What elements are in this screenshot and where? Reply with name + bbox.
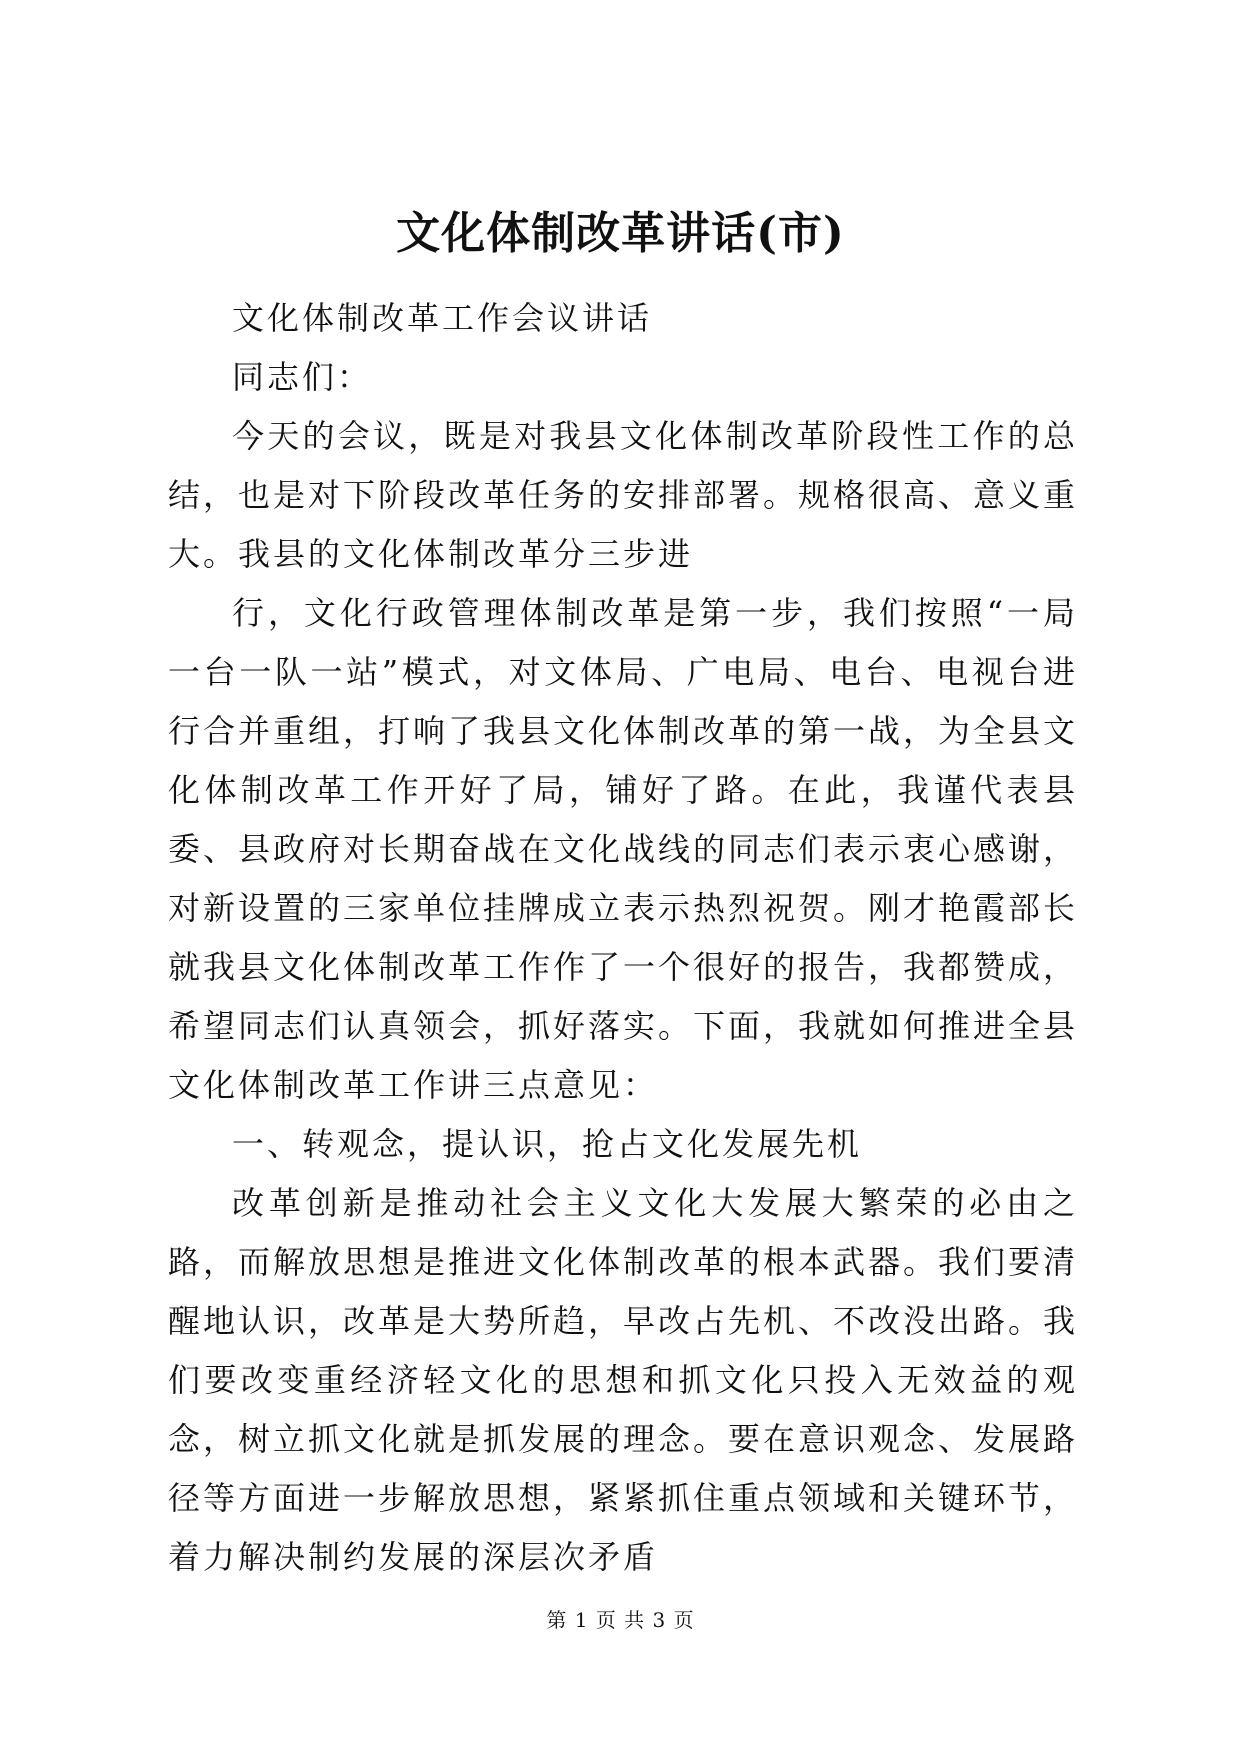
body-paragraph: 同志们： bbox=[232, 358, 373, 396]
body-paragraph: 行，文化行政管理体制改革是第一步，我们按照“一局一台一队一站”模式，对文体局、广电局、电台、电视台进行合并重组，打响了我县文化体制改革的第一战，为全县文化体制改革工作开好了局，铺好了路。在此，我谨代表县委、县政府对长期奋战在文化战线的同志们表示衷心感谢，对新设置的三家单位挂牌成立表示热烈祝贺。刚才艳霞部长就我县文化体制改革工作作了一个很好的报告，我都赞成，希望同志们认真领会，抓好落实。下面，我就如何推进全县文化体制改革工作讲三点意见： bbox=[168, 594, 1079, 1104]
body-paragraph: 改革创新是推动社会主义文化大发展大繁荣的必由之路，而解放思想是推进文化体制改革的根本武器。我们要清醒地认识，改革是大势所趋，早改占先机、不改没出路。我们要改变重经济轻文化的思想和抓文化只投入无效益的观念，树立抓文化就是抓发展的理念。要在意识观念、发展路径等方面进一步解放思想，紧紧抓住重点领域和关键环节，着力解决制约发展的深层次矛盾 bbox=[168, 1184, 1079, 1576]
section-heading: 一、转观念，提认识，抢占文化发展先机 bbox=[232, 1125, 863, 1163]
document-title: 文化体制改革讲话(市) bbox=[396, 208, 845, 259]
page-footer: 第 1 页 共 3 页 bbox=[546, 1608, 695, 1632]
body-paragraph: 今天的会议，既是对我县文化体制改革阶段性工作的总结，也是对下阶段改革任务的安排部署。规格很高、意义重大。我县的文化体制改革分三步进 bbox=[168, 417, 1079, 573]
body-paragraph: 文化体制改革工作会议讲话 bbox=[232, 299, 653, 337]
document-body bbox=[168, 289, 1078, 1587]
